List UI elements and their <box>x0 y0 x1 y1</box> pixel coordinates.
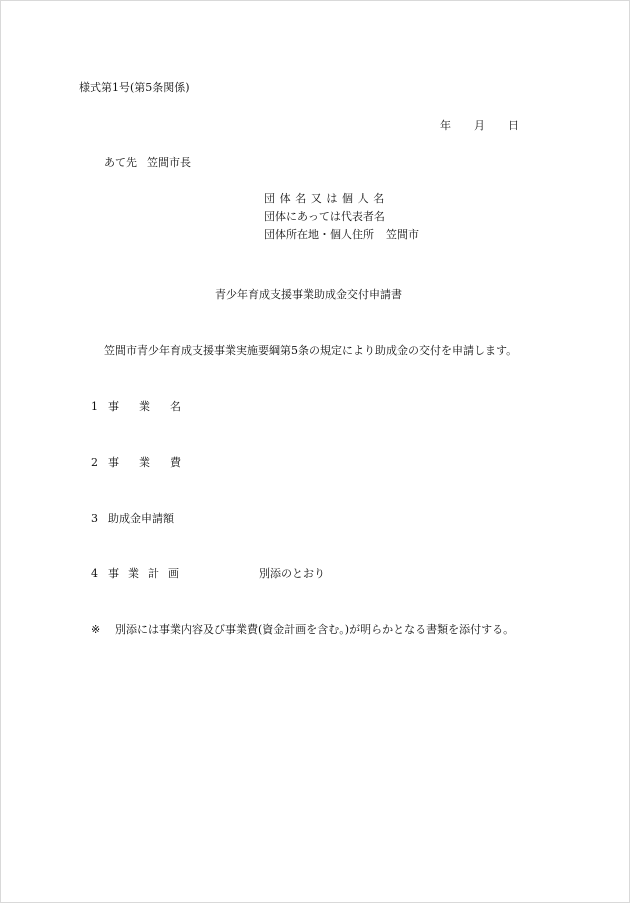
item-label: 事業計画 <box>108 567 188 580</box>
body-text: 笠間市青少年育成支援事業実施要綱第5条の規定により助成金の交付を申請します。 <box>104 344 518 357</box>
item-project-cost <box>91 457 201 468</box>
applicant-block <box>264 193 419 247</box>
addressee-name: 笠間市長 <box>147 156 191 169</box>
item-label: 助成金申請額 <box>108 512 174 525</box>
item-project-name <box>91 401 201 412</box>
item-number: 4 <box>91 567 98 580</box>
item-value: 別添のとおり <box>259 567 325 580</box>
applicant-address-city: 笠間市 <box>386 228 419 241</box>
item-label: 事業名 <box>108 400 201 413</box>
applicant-name-label: 団体名又は個人名 <box>264 192 389 205</box>
item-grant-amount <box>91 513 174 524</box>
form-number: 様式第1号(第5条関係) <box>79 81 190 94</box>
item-number: 3 <box>91 512 98 525</box>
applicant-address <box>264 229 419 247</box>
note <box>91 624 514 635</box>
date-row <box>440 120 519 131</box>
document-title: 青少年育成支援事業助成金交付申請書 <box>215 288 402 301</box>
date-year: 年 <box>440 119 451 132</box>
applicant-address-label: 団体所在地・個人住所 <box>264 228 374 241</box>
addressee <box>104 157 191 168</box>
date-month: 月 <box>474 119 485 132</box>
date-day: 日 <box>508 119 519 132</box>
addressee-label: あて先 <box>104 156 137 169</box>
note-text: 別添には事業内容及び事業費(資金計画を含む。)が明らかとなる書類を添付する。 <box>115 623 515 636</box>
item-number: 2 <box>91 456 98 469</box>
note-mark: ※ <box>91 623 101 636</box>
item-number: 1 <box>91 400 98 413</box>
item-label: 事業費 <box>108 456 201 469</box>
item-project-plan <box>91 567 325 580</box>
applicant-representative-label: 団体にあっては代表者名 <box>264 210 385 223</box>
